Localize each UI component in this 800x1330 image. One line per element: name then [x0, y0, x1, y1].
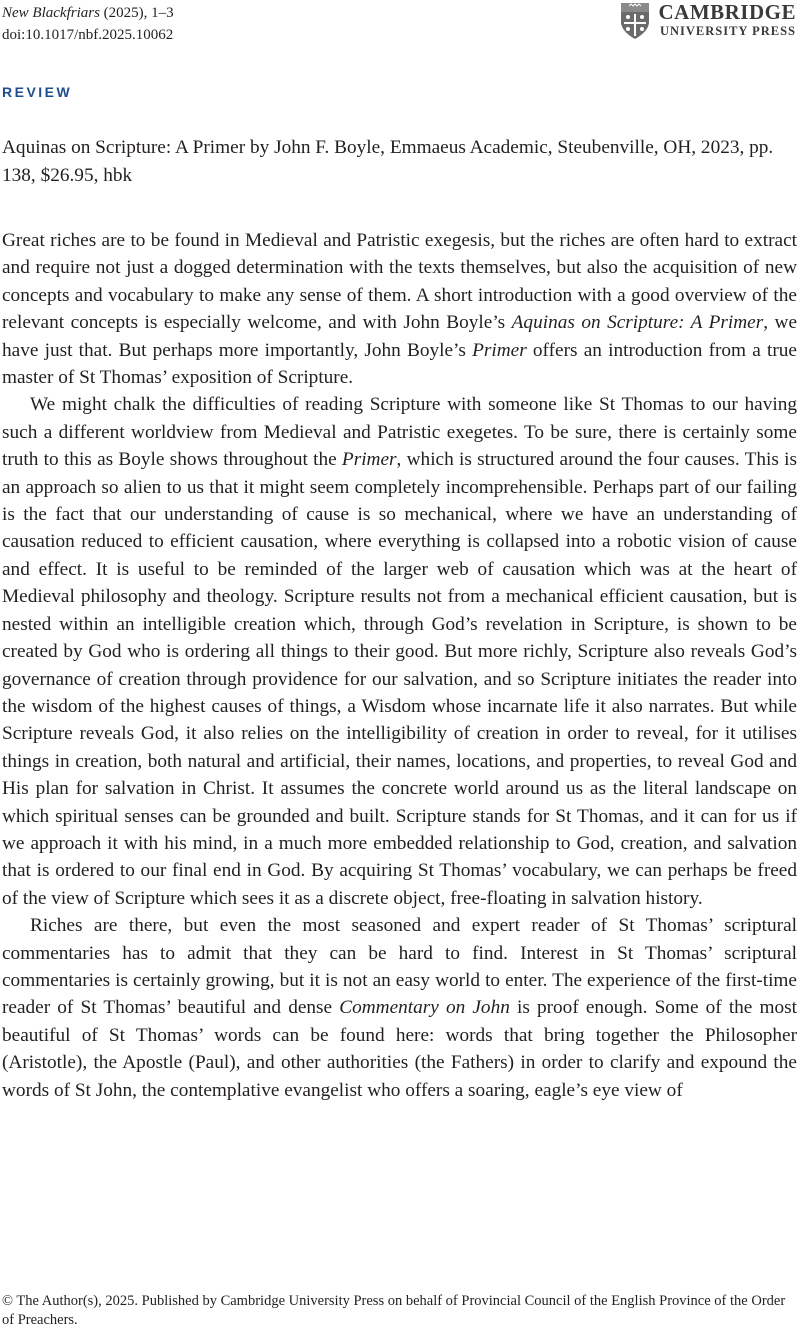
p1-text-c: , we have just that. But perhaps more importantly, John Boyle’s [2, 312, 797, 361]
section-label: REVIEW [2, 84, 73, 100]
book-title: Aquinas on Scripture: A Primer [2, 137, 246, 158]
publisher-name-line2: UNIVERSITY PRESS [659, 24, 796, 38]
publisher-name [658, 2, 796, 38]
p1-book-title: Aquinas on Scripture: A Primer [511, 312, 764, 334]
p1-text-e: offers an introduction from a true master of St Thomas’ exposition of Scripture. [2, 339, 797, 389]
p2-primer-italic: Primer [341, 449, 397, 471]
p1-primer-italic: Primer [472, 339, 527, 361]
journal-title: New Blackfriars [2, 5, 100, 21]
copyright-footer: © The Author(s), 2025. Published by Cambridge University Press on behalf of Provincial Council of the English Province of the Order of Preachers. [2, 1293, 786, 1328]
publisher-name-line1: CAMBRIDGE [658, 0, 796, 24]
paragraph-3 [2, 912, 797, 1104]
p3-commentary-italic: Commentary on John [339, 997, 510, 1019]
paragraph-2 [2, 391, 797, 912]
book-citation [2, 134, 798, 190]
article-body [2, 227, 797, 1104]
doi-link[interactable]: doi:10.1017/nbf.2025.10062 [2, 27, 174, 43]
cambridge-shield-icon [620, 2, 650, 40]
p2-text-c: , which is structured around the four causes. This is an approach so alien to us that it might seem completely incomprehensible. Perhaps part of our failing is the fact that our understanding of cause is so mechanical, where we have an understanding of causation reduced to efficient causation, where everything is collapsed into a robotic vision of cause and effect. It is useful to be reminded of the larger web of causation which was at the heart of Medieval philosophy and theology. Scripture results not from a mechanical efficient causation, but is nested within an intelligible creation which, through God’s revelation in Scripture, is shown to be created by God who is ordering all things to their good. But more richly, Scripture also reveals God’s governance of creation through providence for our salvation, and so Scripture initiates the reader into the wisdom of the highest causes of things, a Wisdom whose incarnate life it also narrates. But while Scripture reveals God, it also relies on the intelligibility of creation in order to reveal, for it utilises things in creation, both natural and artificial, their names, locations, and properties, to reveal God and His plan for salvation in Christ. It assumes the concrete world around us as the literal landscape on which spiritual senses can be grounded and built. Scripture stands for St Thomas, and it can for us if we approach it with his mind, in a much more embedded relationship to God, creation, and salvation that is ordered to our final end in God. By acquiring St Thomas’ vocabulary, we can perhaps be freed of the view of Scripture which sees it as a discrete object, free-floating in salvation history. [2, 449, 798, 909]
journal-header [2, 2, 174, 46]
journal-citation-line [2, 2, 174, 24]
p2-text-a: We might chalk the difficulties of reading Scripture with someone like St Thomas to our having such a different worldview from Medieval and Patristic exegetes. To be sure, there is certainly some truth to this as Boyle shows throughout the [2, 394, 797, 471]
p3-text-c: is proof enough. Some of the most beautiful of St Thomas’ words can be found here: words that bring together the Philosopher (Aristotle), the Apostle (Paul), and other authorities (the Fathers) in order to clarify and expound the words of St John, the contemplative evangelist who offers a soaring, eagle’s eye view of [2, 997, 797, 1101]
p3-text-a: Riches are there, but even the most seasoned and expert reader of St Thomas’ scriptural commentaries has to admit that they can be hard to find. Interest in St Thomas’ scriptural commentaries is certainly growing, but it is not an easy world to enter. The experience of the first-time reader of St Thomas’ beautiful and dense [2, 915, 797, 1019]
p1-text-a: Great riches are to be found in Medieval and Patristic exegesis, but the riches are often hard to extract and require not just a dogged determination with the texts themselves, but also the acquisition of new concepts and vocabulary to make any sense of them. A short introduction with a good overview of the relevant concepts is especially welcome, and with John Boyle’s [2, 230, 797, 334]
journal-year-pages: (2025), 1–3 [99, 5, 174, 21]
publisher-logo [620, 2, 796, 40]
book-details: by John F. Boyle, Emmaeus Academic, Steubenville, OH, 2023, pp. 138, $26.95, hbk [2, 137, 774, 186]
paragraph-1 [2, 227, 797, 391]
